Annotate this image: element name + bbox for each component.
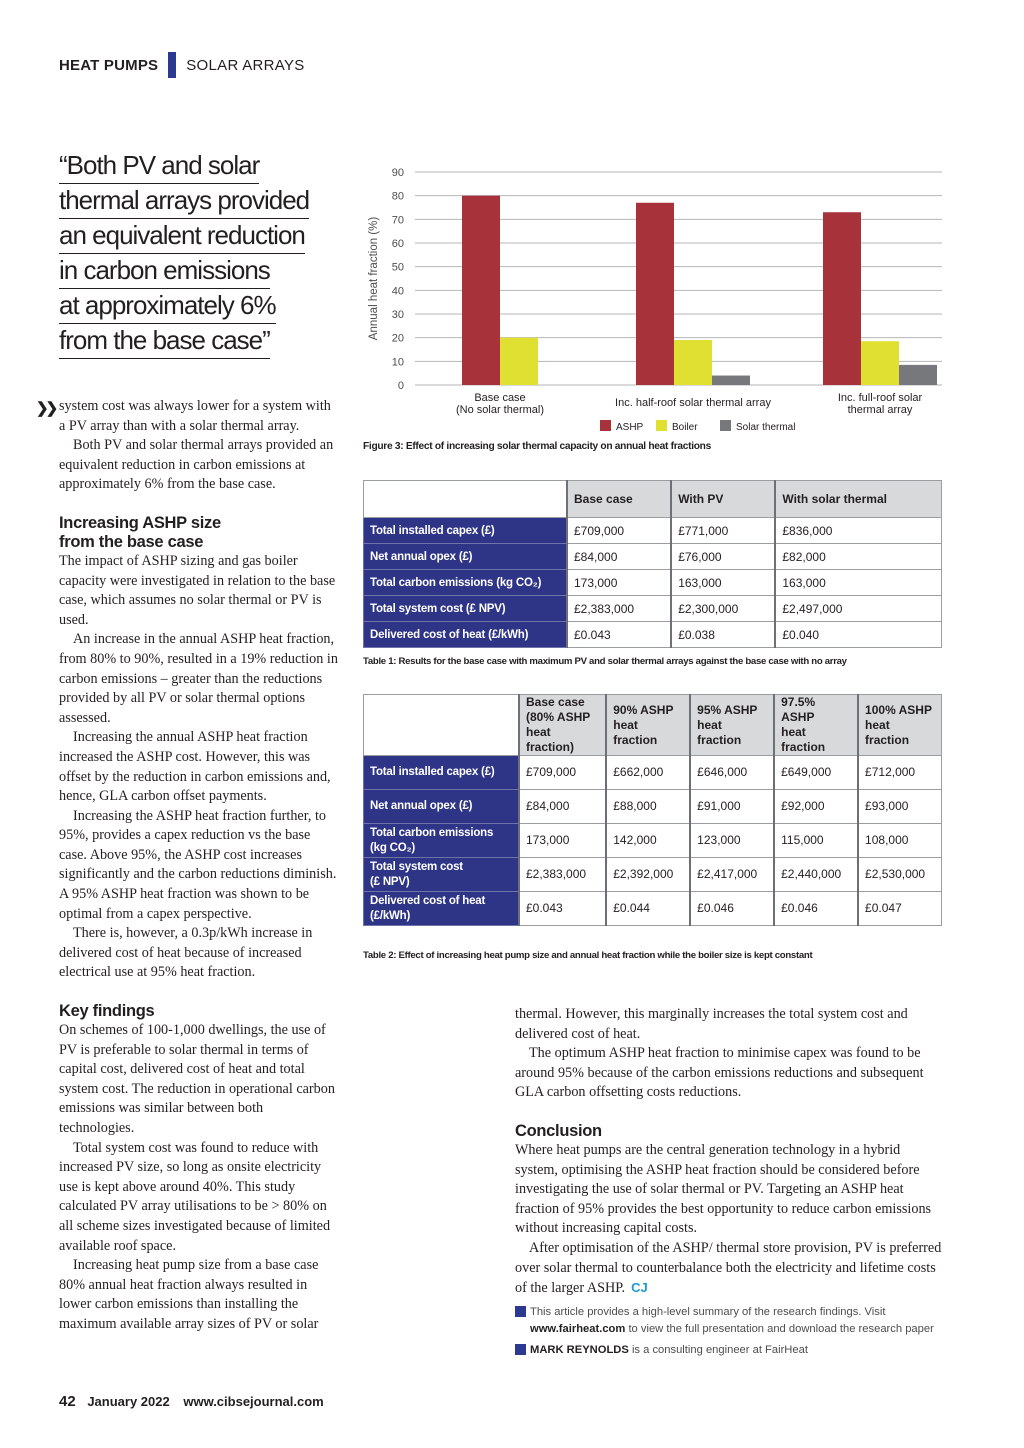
author-notes bbox=[515, 1304, 955, 1359]
legend-swatch-solar-thermal bbox=[720, 420, 731, 431]
bar-boiler bbox=[861, 341, 899, 385]
legend-swatch-ashp bbox=[600, 420, 611, 431]
subheading-key-findings: Key findings bbox=[59, 1002, 155, 1021]
bar-ashp bbox=[823, 212, 861, 385]
table-cell: £0.043 bbox=[519, 892, 606, 926]
table-cell: £2,417,000 bbox=[690, 858, 774, 892]
table-cell: £712,000 bbox=[858, 756, 941, 790]
table-1-caption: Table 1: Results for the base case with maximum PV and solar thermal arrays against the base case with no array bbox=[363, 656, 847, 667]
legend-label: ASHP bbox=[616, 422, 644, 433]
table-cell: 173,000 bbox=[519, 824, 606, 858]
y-axis-label: Annual heat fraction (%) bbox=[368, 216, 380, 341]
row-label: Total installed capex (£) bbox=[364, 756, 520, 790]
table-cell: £2,392,000 bbox=[606, 858, 690, 892]
table-cell: £2,440,000 bbox=[774, 858, 858, 892]
pull-quote-line: in carbon emissions bbox=[59, 253, 270, 289]
row-label: Delivered cost of heat (£/kWh) bbox=[364, 622, 568, 648]
table-row bbox=[364, 892, 942, 926]
results-table-1 bbox=[363, 480, 942, 648]
page-number: 42 bbox=[59, 1393, 76, 1410]
table-cell: £0.044 bbox=[606, 892, 690, 926]
column-header: 100% ASHP heat fraction bbox=[858, 695, 941, 756]
table-cell: £771,000 bbox=[671, 518, 775, 544]
table-corner-cell bbox=[364, 481, 568, 518]
legend-swatch-boiler bbox=[656, 420, 667, 431]
table-cell: 163,000 bbox=[775, 570, 941, 596]
table-cell: £93,000 bbox=[858, 790, 941, 824]
figure-caption: Figure 3: Effect of increasing solar thermal capacity on annual heat fractions bbox=[363, 441, 711, 452]
y-tick-label: 60 bbox=[391, 238, 404, 250]
note-author: MARK REYNOLDS is a consulting engineer at FairHeat bbox=[515, 1342, 955, 1359]
x-category-label: Base case bbox=[474, 392, 526, 404]
heat-fraction-chart bbox=[360, 160, 950, 435]
table-cell: £88,000 bbox=[606, 790, 690, 824]
table-cell: 108,000 bbox=[858, 824, 941, 858]
column-header: With solar thermal bbox=[775, 481, 941, 518]
table-cell: £2,530,000 bbox=[858, 858, 941, 892]
table-cell: £649,000 bbox=[774, 756, 858, 790]
table-cell: £0.047 bbox=[858, 892, 941, 926]
table-row bbox=[364, 622, 942, 648]
end-mark-logo: CJ bbox=[631, 1280, 648, 1296]
pull-quote-line: from the base case” bbox=[59, 323, 270, 359]
y-tick-label: 0 bbox=[397, 380, 404, 392]
subsection-label: SOLAR ARRAYS bbox=[186, 56, 305, 74]
table-cell: 115,000 bbox=[774, 824, 858, 858]
column-header: Base case bbox=[567, 481, 671, 518]
right-column bbox=[515, 1005, 945, 1299]
table-cell: £0.046 bbox=[774, 892, 858, 926]
section-divider-bar bbox=[168, 52, 176, 78]
column-header: 90% ASHP heat fraction bbox=[606, 695, 690, 756]
table-header-row bbox=[364, 481, 942, 518]
table-cell: £91,000 bbox=[690, 790, 774, 824]
issue-date: January 2022 bbox=[87, 1394, 170, 1409]
section-header bbox=[59, 52, 305, 78]
paragraph: The optimum ASHP heat fraction to minimise capex was found to be around 95% because of the carbon emissions reductions and subsequent GLA carbon offsetting costs reductions. bbox=[515, 1045, 924, 1101]
row-label: Total installed capex (£) bbox=[364, 518, 568, 544]
section-label: HEAT PUMPS bbox=[59, 56, 159, 74]
bar-boiler bbox=[500, 338, 538, 385]
table-row bbox=[364, 756, 942, 790]
x-category-label: Inc. full-roof solar bbox=[837, 392, 923, 404]
table-cell: 142,000 bbox=[606, 824, 690, 858]
x-category-label: thermal array bbox=[847, 404, 913, 416]
page-footer bbox=[59, 1393, 324, 1410]
row-label: Delivered cost of heat (£/kWh) bbox=[364, 892, 520, 926]
table-cell: 173,000 bbox=[567, 570, 671, 596]
x-category-label: (No solar thermal) bbox=[455, 404, 545, 416]
table-cell: £76,000 bbox=[671, 544, 775, 570]
table-row bbox=[364, 570, 942, 596]
y-tick-label: 10 bbox=[391, 356, 404, 369]
table-cell: £0.040 bbox=[775, 622, 941, 648]
table-row bbox=[364, 858, 942, 892]
table-cell: £2,300,000 bbox=[671, 596, 775, 622]
legend-label: Boiler bbox=[672, 422, 698, 433]
row-label: Total system cost (£ NPV) bbox=[364, 858, 520, 892]
table-cell: £709,000 bbox=[519, 756, 606, 790]
x-category-label: Inc. half-roof solar thermal array bbox=[615, 397, 771, 409]
y-tick-label: 50 bbox=[391, 261, 404, 274]
bar-ashp bbox=[636, 203, 674, 385]
bar-boiler bbox=[674, 340, 712, 385]
y-tick-label: 20 bbox=[391, 332, 404, 345]
paragraph: Both PV and solar thermal arrays provided an equivalent reduction in carbon emissions at approximately 6% from the base case. bbox=[59, 437, 334, 493]
column-header: Base case (80% ASHP heat fraction) bbox=[519, 695, 606, 756]
table-cell: £836,000 bbox=[775, 518, 941, 544]
row-label: Total carbon emissions (kg CO₂) bbox=[364, 824, 520, 858]
chart-canvas bbox=[360, 160, 950, 435]
paragraph: An increase in the annual ASHP heat fraction, from 80% to 90%, resulted in a 19% reduction in carbon emissions – greater than the reductions provided by all PV or solar thermal options assessed. bbox=[59, 631, 338, 726]
row-label: Total system cost (£ NPV) bbox=[364, 596, 568, 622]
table-header-row bbox=[364, 695, 942, 756]
table-corner-cell bbox=[364, 695, 520, 756]
table-row bbox=[364, 824, 942, 858]
table-cell: £82,000 bbox=[775, 544, 941, 570]
table-cell: £0.046 bbox=[690, 892, 774, 926]
table-cell: £92,000 bbox=[774, 790, 858, 824]
paragraph: Total system cost was found to reduce with increased PV size, so long as onsite electricity use is kept above around 40%. This study calculated PV array utilisations to be > 80% on all scheme sizes investigated because of limited available roof space. bbox=[59, 1139, 331, 1254]
paragraph: After optimisation of the ASHP/ thermal store provision, PV is preferred over solar thermal to counterbalance both the electricity and lifetime costs of the larger ASHP. CJ bbox=[515, 1239, 942, 1297]
bar-ashp bbox=[462, 196, 500, 385]
table-row bbox=[364, 518, 942, 544]
legend-label: Solar thermal bbox=[736, 422, 796, 433]
row-label: Net annual opex (£) bbox=[364, 790, 520, 824]
left-column bbox=[59, 397, 339, 1335]
table-cell: 123,000 bbox=[690, 824, 774, 858]
paragraph: Increasing the annual ASHP heat fraction increased the ASHP cost. However, this was offset by the reduction in carbon emissions and, hence, GLA carbon offset payments. bbox=[59, 729, 331, 805]
subheading-increasing-ashp: Increasing ASHP size from the base case bbox=[59, 513, 221, 551]
table-cell: £2,383,000 bbox=[567, 596, 671, 622]
results-table-2 bbox=[363, 694, 942, 926]
table-cell: £0.043 bbox=[567, 622, 671, 648]
pull-quote-line: an equivalent reduction bbox=[59, 218, 305, 254]
paragraph: On schemes of 100-1,000 dwellings, the use of PV is preferable to solar thermal in terms of capital cost, delivered cost of heat and total system cost. The reduction in operational carbon emissions was similar between both technologies. bbox=[59, 1022, 335, 1136]
bar-solar-thermal bbox=[712, 376, 750, 385]
paragraph: thermal. However, this marginally increases the total system cost and delivered cost of heat. bbox=[515, 1006, 908, 1042]
table-cell: £646,000 bbox=[690, 756, 774, 790]
table-cell: £84,000 bbox=[567, 544, 671, 570]
y-tick-label: 80 bbox=[391, 190, 404, 203]
paragraph: The impact of ASHP sizing and gas boiler capacity were investigated in relation to the base case, which assumes no solar thermal or PV is used. bbox=[59, 552, 336, 628]
y-tick-label: 30 bbox=[391, 309, 404, 321]
table-row bbox=[364, 544, 942, 570]
pull-quote-line: at approximately 6% bbox=[59, 288, 276, 324]
pull-quote-line: “Both PV and solar bbox=[59, 148, 259, 184]
row-label: Net annual opex (£) bbox=[364, 544, 568, 570]
table-cell: 163,000 bbox=[671, 570, 775, 596]
paragraph: Where heat pumps are the central generation technology in a hybrid system, optimising the ASHP heat fraction should be considered before investigating the use of solar thermal or PV. Targeting an ASHP heat fraction of 95% provides the best opportunity to reduce carbon emissions without increasing capital costs. bbox=[515, 1141, 932, 1237]
author-name: MARK REYNOLDS bbox=[530, 1344, 629, 1356]
square-bullet-icon bbox=[515, 1306, 526, 1317]
table-cell: £662,000 bbox=[606, 756, 690, 790]
table-row bbox=[364, 790, 942, 824]
note-research: This article provides a high-level summary of the research findings. Visit www.fairheat.com to view the full presentation and download the research paper bbox=[515, 1304, 955, 1338]
fairheat-link[interactable]: www.fairheat.com bbox=[530, 1323, 626, 1335]
paragraph: system cost was always lower for a system with a PV array than with a solar thermal array. bbox=[59, 398, 331, 434]
column-header: With PV bbox=[671, 481, 775, 518]
paragraph: There is, however, a 0.3p/kWh increase in delivered cost of heat because of increased electrical use at 95% heat fraction. bbox=[59, 925, 313, 981]
bar-solar-thermal bbox=[899, 365, 937, 385]
pull-quote bbox=[59, 148, 334, 358]
table-2-caption: Table 2: Effect of increasing heat pump size and annual heat fraction while the boiler size is kept constant bbox=[363, 950, 813, 961]
column-header: 95% ASHP heat fraction bbox=[690, 695, 774, 756]
y-tick-label: 70 bbox=[391, 214, 404, 227]
table-row bbox=[364, 596, 942, 622]
paragraph: Increasing the ASHP heat fraction further, to 95%, provides a capex reduction vs the base case. Above 95%, the ASHP cost increases significantly and the carbon reductions diminish. A 95% ASHP heat fraction was shown to be optimal from a capex perspective. bbox=[59, 807, 337, 922]
column-header: 97.5% ASHP heat fraction bbox=[774, 695, 858, 756]
square-bullet-icon bbox=[515, 1344, 526, 1355]
pull-quote-line: thermal arrays provided bbox=[59, 183, 309, 219]
subheading-conclusion: Conclusion bbox=[515, 1121, 602, 1140]
double-chevron-right-icon: ❯❯ bbox=[36, 400, 56, 417]
row-label: Total carbon emissions (kg CO₂) bbox=[364, 570, 568, 596]
table-cell: £2,383,000 bbox=[519, 858, 606, 892]
table-cell: £84,000 bbox=[519, 790, 606, 824]
y-tick-label: 40 bbox=[391, 285, 404, 298]
paragraph: Increasing heat pump size from a base case 80% annual heat fraction always resulted in lower carbon emissions than installing the maximum available array sizes of PV or solar bbox=[59, 1257, 319, 1332]
y-tick-label: 90 bbox=[391, 167, 404, 179]
table-cell: £2,497,000 bbox=[775, 596, 941, 622]
table-cell: £0.038 bbox=[671, 622, 775, 648]
journal-url[interactable]: www.cibsejournal.com bbox=[183, 1394, 324, 1409]
table-cell: £709,000 bbox=[567, 518, 671, 544]
